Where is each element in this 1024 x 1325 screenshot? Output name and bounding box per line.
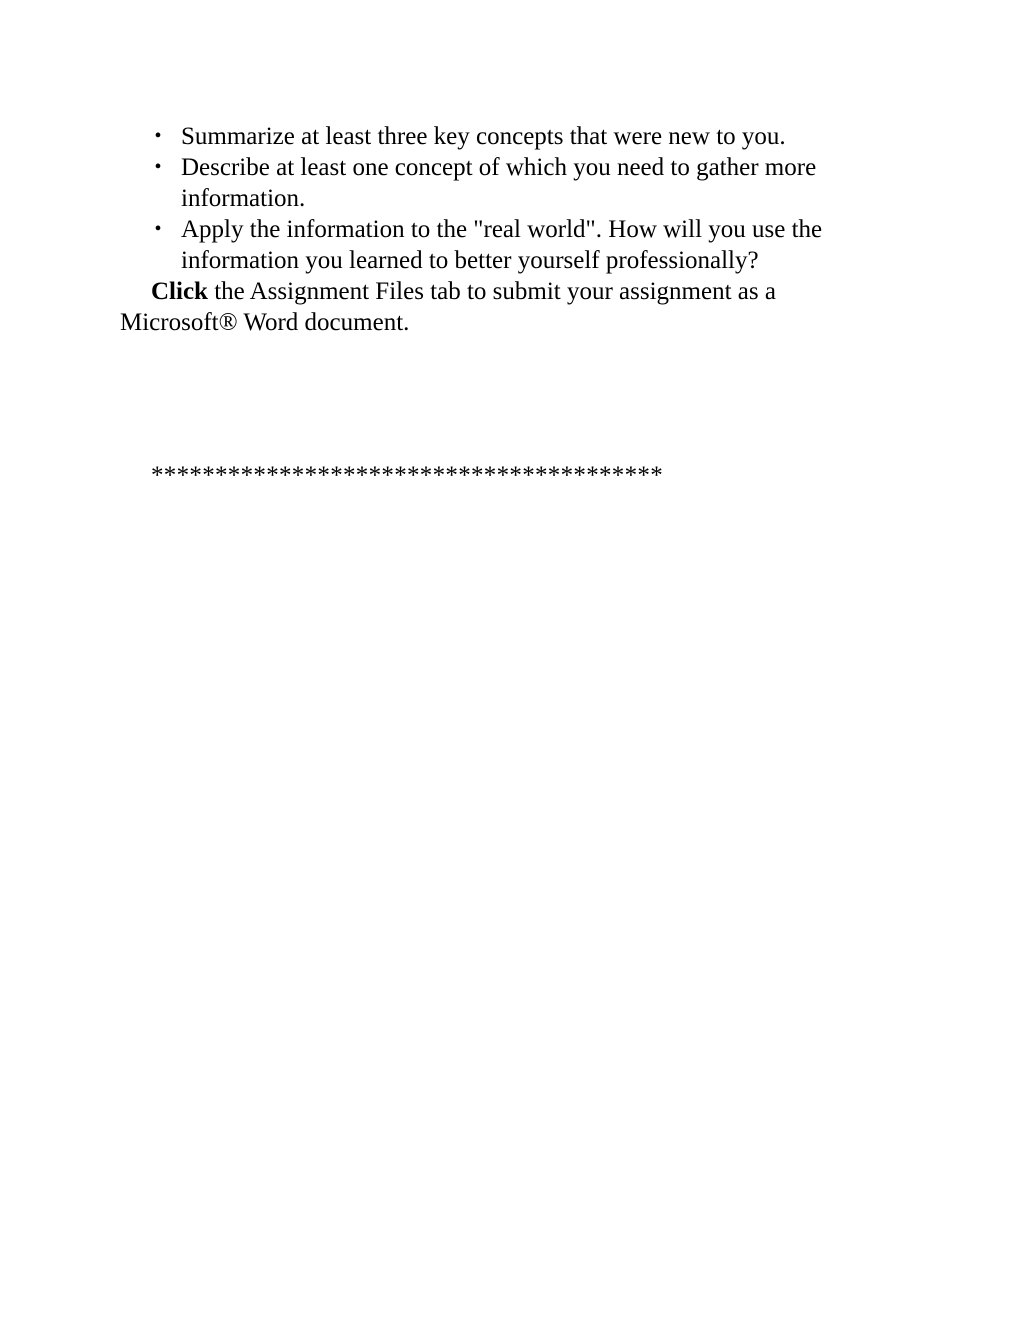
list-item <box>0 152 900 214</box>
instruction-emphasis: Click <box>151 278 208 305</box>
submission-instruction <box>120 276 840 338</box>
bullet-icon: • <box>154 156 162 178</box>
instruction-text: the Assignment Files tab to submit your assignment as a Microsoft® Word document. <box>120 278 776 336</box>
bullet-icon: • <box>154 125 162 147</box>
requirements-list <box>0 121 900 276</box>
asterisk-separator: **************************************** <box>151 462 663 489</box>
list-item-text: Summarize at least three key concepts that were new to you. <box>181 123 786 150</box>
bullet-icon: • <box>154 218 162 240</box>
list-item-text: Describe at least one concept of which you need to gather more information. <box>181 154 817 212</box>
list-item <box>0 214 900 276</box>
list-item <box>0 121 900 152</box>
list-item-text: Apply the information to the "real world". How will you use the information you learned to better yourself professionally? <box>181 216 823 274</box>
